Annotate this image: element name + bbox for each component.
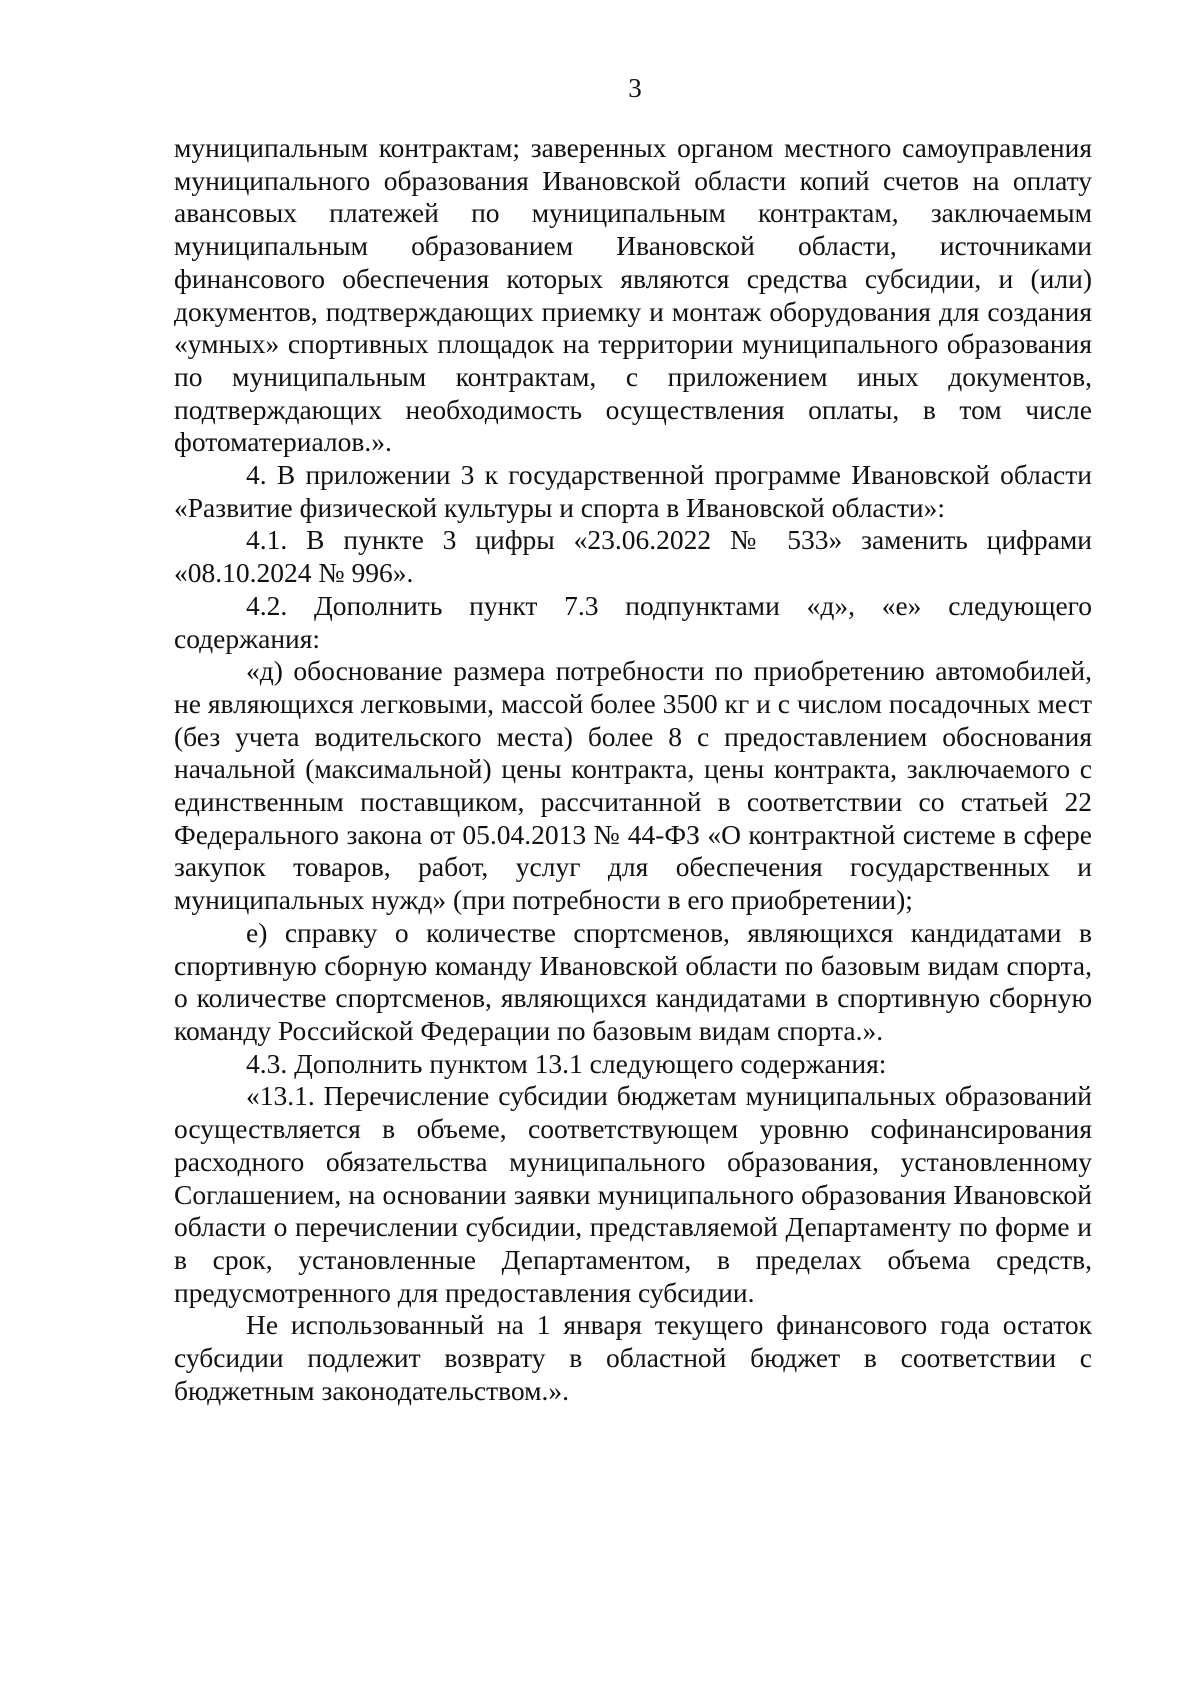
paragraph-subitem-d: «д) обоснование размера потребности по приобретению автомобилей, не являющихся легковыми, массой более 3500 кг и с числом посадочных мест (без учета водительского места) более 8 с предоставлением обоснования начальной (максимальной) цены контракта, цены контракта, заключаемого с единственным поставщиком, рассчитанной в соответствии со статьей 22 Федерального закона от 05.04.2013 № 44-ФЗ «О контрактной системе в сфере закупок товаров, работ, услуг для обеспечения государственных и муниципальных нужд» (при потребности в его приобретении); xyxy=(174,655,1092,916)
paragraph-subitem-e: е) справку о количестве спортсменов, являющихся кандидатами в спортивную сборную команду Ивановской области по базовым видам спорта, о количестве спортсменов, являющихся кандидатами в спортивную сборную команду Российской Федерации по базовым видам спорта.». xyxy=(174,916,1092,1046)
paragraph-clause-13-1: «13.1. Перечисление субсидии бюджетам муниципальных образований осуществляется в объеме, соответствующем уровню софинансирования расходного обязательства муниципального образования, установленному Соглашением, на основании заявки муниципального образования Ивановской области о перечислении субсидии, представляемой Департаменту по форме и в срок, установленные Департаментом, в пределах объема средств, предусмотренного для предоставления субсидии. xyxy=(174,1080,1092,1308)
paragraph-item-4: 4. В приложении 3 к государственной программе Ивановской области «Развитие физической культуры и спорта в Ивановской области»: xyxy=(174,459,1092,523)
paragraph-item-4-2: 4.2. Дополнить пункт 7.3 подпунктами «д», «е» следующего содержания: xyxy=(174,589,1092,654)
paragraph-item-4-1: 4.1. В пункте 3 цифры «23.06.2022 № 533» заменить цифрами «08.10.2024 № 996». xyxy=(174,524,1092,589)
document-body xyxy=(174,132,1092,1407)
paragraph-continuation: муниципальным контрактам; заверенных органом местного самоуправления муниципального образования Ивановской области копий счетов на оплату авансовых платежей по муниципальным контрактам, заключаемым муниципальным образованием Ивановской области, источниками финансового обеспечения которых являются средства субсидии, и (или) документов, подтверждающих приемку и монтаж оборудования для создания «умных» спортивных площадок на территории муниципального образования по муниципальным контрактам, с приложением иных документов, подтверждающих необходимость осуществления оплаты, в том числе фотоматериалов.». xyxy=(174,132,1092,458)
paragraph-item-4-3: 4.3. Дополнить пунктом 13.1 следующего содержания: xyxy=(246,1047,887,1079)
paragraph-remainder-return: Не использованный на 1 января текущего финансового года остаток субсидии подлежит возврату в областной бюджет в соответствии с бюджетным законодательством.». xyxy=(174,1309,1092,1406)
page-number: 3 xyxy=(628,73,642,103)
